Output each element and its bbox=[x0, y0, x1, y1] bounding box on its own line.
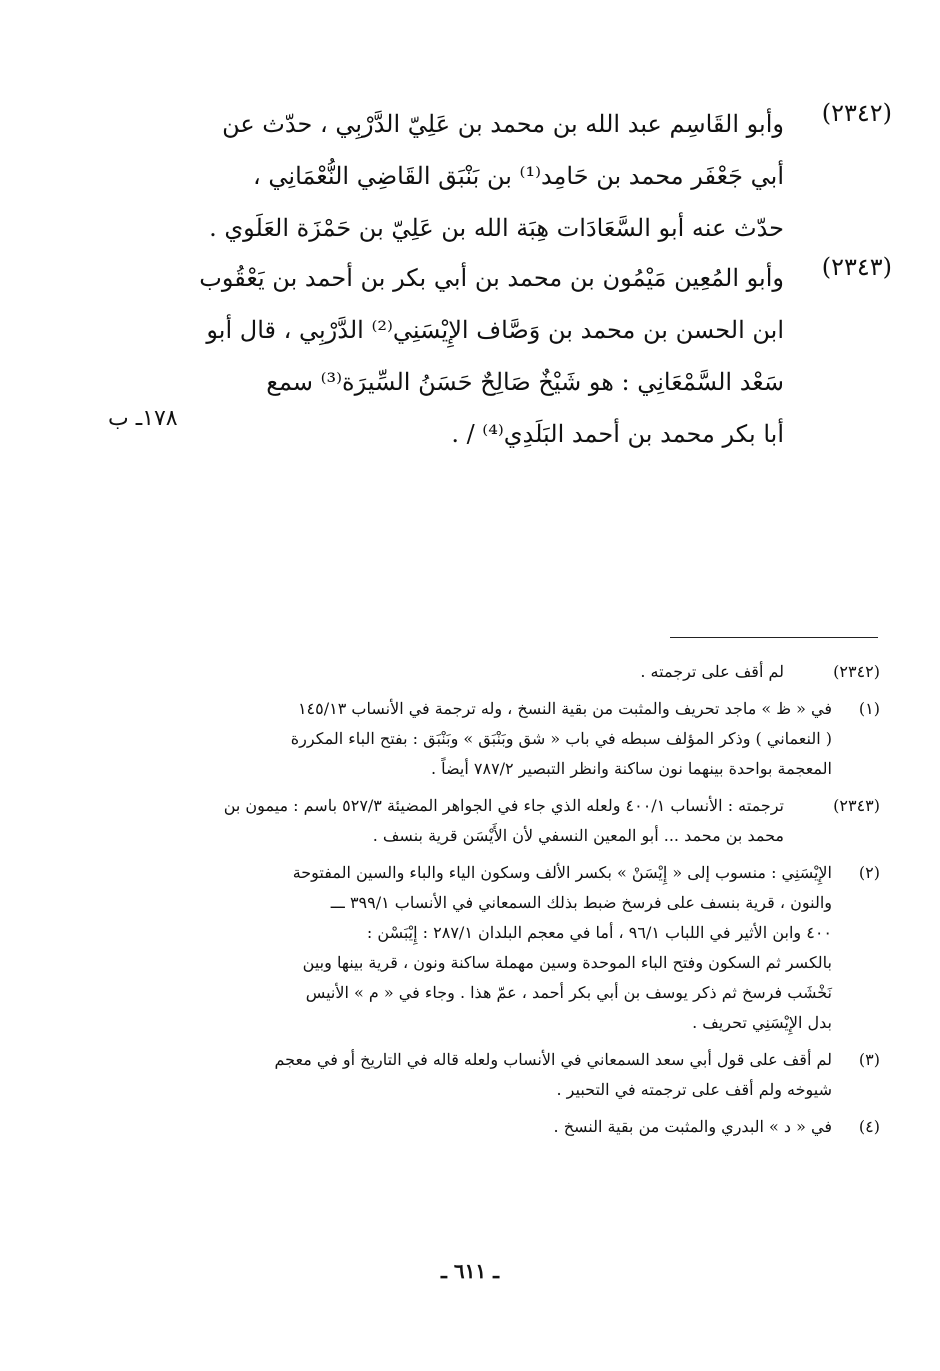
footnote-line: بدل الإِيْسَنِي تحريف . bbox=[692, 1013, 832, 1032]
footnote-4 bbox=[144, 1112, 880, 1142]
footnote-line: الإِيْسَنِي : منسوب إلى « إِيْسَنْ » بكسر الألف وسكون الياء والباء والسين المفتوحة bbox=[292, 863, 832, 882]
entry-line: أبا بكر محمد بن أحمد البَلَدِي⁽⁴⁾ / . bbox=[451, 420, 784, 448]
footnote-text bbox=[144, 791, 784, 851]
entry-line: سَعْد السَّمْعَانِي : هو شَيْخٌ صَالِحٌ حَسَنُ السِّيرَة⁽³⁾ سمع bbox=[266, 368, 784, 396]
footnote-2342 bbox=[144, 657, 880, 687]
entry-line: ابن الحسن بن محمد بن وَصَّاف الإِيْسَنِي⁽²⁾ الدَّرْبِي ، قال أبو bbox=[206, 316, 784, 344]
footnote-line: في « د » البدري والمثبت من بقية النسخ . bbox=[553, 1117, 832, 1136]
footnote-line: شيوخه ولم أقف على ترجمته في التحبير . bbox=[556, 1080, 832, 1099]
page-number: ـ ٦١١ ـ bbox=[441, 1259, 499, 1283]
footnote-text bbox=[144, 1112, 832, 1142]
footnote-line: ٤٠٠ وابن الأثير في اللباب ٩٦/١ ، أما في معجم البلدان ٢٨٧/١ : إِيْبَسْن : bbox=[366, 923, 832, 942]
footnote-text bbox=[144, 858, 832, 1038]
footnote-label: (٢) bbox=[858, 863, 880, 882]
entry-line: وأبو المُعِين مَيْمُون بن محمد بن أبي بكر بن أحمد بن يَعْقُوب bbox=[199, 264, 784, 292]
entry-text bbox=[209, 98, 784, 254]
footnote-2343 bbox=[144, 791, 880, 851]
entry-number: (٢٣٤٢) bbox=[821, 99, 892, 127]
footnote-3 bbox=[144, 1045, 880, 1105]
entry-line: أبي جَعْفَر محمد بن حَامِد⁽¹⁾ بن بَنْبَق القَاضِي النُّعْمَانِي ، bbox=[253, 162, 784, 190]
footnote-label: (٤) bbox=[858, 1117, 880, 1136]
entry-2342 bbox=[50, 98, 892, 254]
entry-number: (٢٣٤٣) bbox=[821, 253, 892, 281]
footnote-label: (٢٣٤٢) bbox=[833, 662, 880, 681]
footnote-label: (٢٣٤٣) bbox=[833, 796, 880, 815]
footnote-divider bbox=[670, 637, 878, 638]
footnote-1 bbox=[144, 694, 880, 784]
footnote-label: (١) bbox=[858, 699, 880, 718]
footnote-text bbox=[144, 1045, 832, 1105]
footnote-line: محمد بن محمد ... أبو المعين النسفي لأن الأَيْسَن قرية بنسف . bbox=[372, 826, 784, 845]
folio-margin-note: ١٧٨ـ ب bbox=[108, 406, 178, 431]
footnote-line: والنون ، قرية بنسف على فرسخ ضبط بذلك السمعاني في الأنساب ٣٩٩/١ ـــ bbox=[330, 893, 832, 912]
entry-line: حدّث عنه أبو السَّعَادَات هِبَة الله بن عَلِيّ بن حَمْزَة العَلَوي . bbox=[209, 214, 784, 242]
footnotes bbox=[144, 657, 880, 1149]
footnote-line: بالكسر ثم السكون وفتح الباء الموحدة وسين مهملة ساكنة ونون ، قرية بينها وبين bbox=[302, 953, 832, 972]
footnote-line: ترجمته : الأنساب ٤٠٠/١ ولعله الذي جاء في الجواهر المضيئة ٥٢٧/٣ باسم : ميمون بن bbox=[223, 796, 784, 815]
footnote-line: لم أقف على ترجمته . bbox=[640, 662, 784, 681]
footnote-text bbox=[144, 694, 832, 784]
footnote-text bbox=[144, 657, 784, 687]
footnote-2 bbox=[144, 858, 880, 1038]
footnote-label: (٣) bbox=[858, 1050, 880, 1069]
footnote-line: المعجمة بواحدة بينهما نون ساكنة وانظر التبصير ٧٨٧/٢ أيضاً . bbox=[430, 759, 832, 778]
entry-text bbox=[199, 252, 784, 460]
footnote-line: في « ظ » ماجد تحريف والمثبت من بقية النسخ ، وله ترجمة في الأنساب ١٤٥/١٣ bbox=[297, 699, 832, 718]
entry-line: وأبو القَاسِم عبد الله بن محمد بن عَلِيّ الدَّرْبِي ، حدّث عن bbox=[222, 110, 784, 138]
footnote-line: نَخْشَب فرسخ ثم ذكر يوسف بن أبي بكر أحمد ، عمّ هذا . وجاء في « م » الأنيس bbox=[305, 983, 832, 1002]
footnote-line: لم أقف على قول أبي سعد السمعاني في الأنساب ولعله قاله في التاريخ أو في معجم bbox=[274, 1050, 832, 1069]
footnote-line: ( النعماني ) وذكر المؤلف سبطه في باب « شق وبَنْبَق » وبَنْبَق : بفتح الباء المكررة bbox=[290, 729, 832, 748]
